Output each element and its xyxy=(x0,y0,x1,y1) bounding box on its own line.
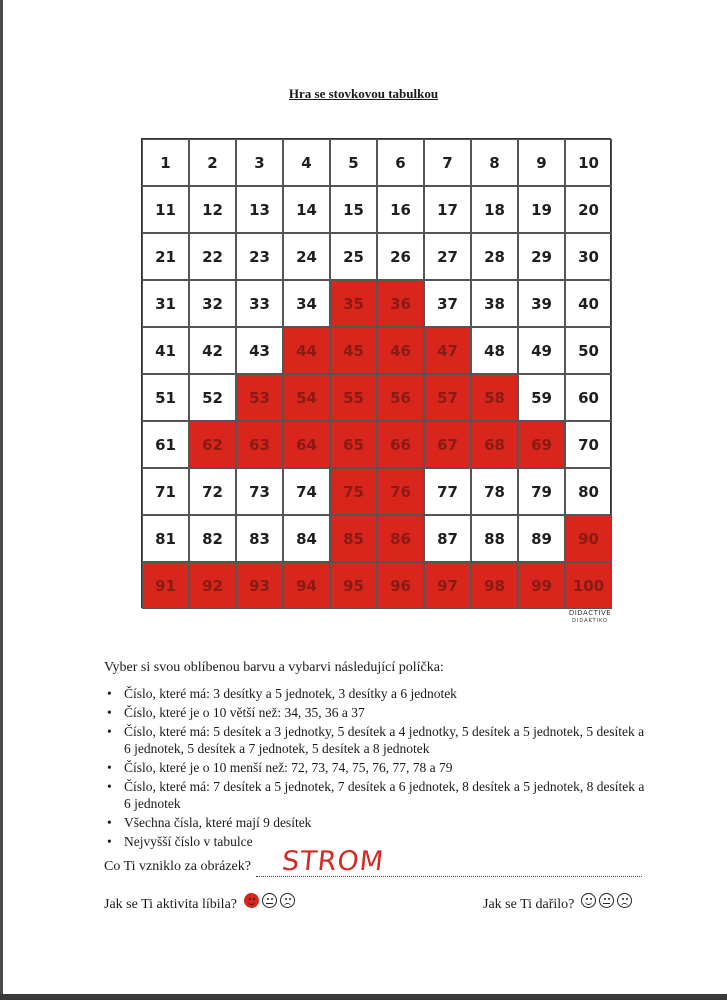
scan-edge-left xyxy=(0,0,3,1000)
grid-cell[interactable]: 27 xyxy=(424,233,471,280)
grid-cell[interactable]: 86 xyxy=(377,515,424,562)
scan-edge-bottom xyxy=(0,994,727,1000)
grid-cell[interactable]: 41 xyxy=(142,327,189,374)
grid-cell[interactable]: 24 xyxy=(283,233,330,280)
grid-cell[interactable]: 34 xyxy=(283,280,330,327)
grid-cell[interactable]: 90 xyxy=(565,515,612,562)
grid-cell[interactable]: 82 xyxy=(189,515,236,562)
grid-cell[interactable]: 60 xyxy=(565,374,612,421)
grid-cell[interactable]: 3 xyxy=(236,139,283,186)
grid-cell[interactable]: 17 xyxy=(424,186,471,233)
grid-cell[interactable]: 16 xyxy=(377,186,424,233)
grid-cell[interactable]: 49 xyxy=(518,327,565,374)
grid-cell[interactable]: 20 xyxy=(565,186,612,233)
task-item: • Nejvyšší číslo v tabulce xyxy=(104,833,649,850)
grid-cell[interactable]: 46 xyxy=(377,327,424,374)
grid-cell[interactable]: 56 xyxy=(377,374,424,421)
grid-cell[interactable]: 44 xyxy=(283,327,330,374)
grid-cell[interactable]: 19 xyxy=(518,186,565,233)
grid-cell[interactable]: 84 xyxy=(283,515,330,562)
grid-cell[interactable]: 32 xyxy=(189,280,236,327)
grid-cell[interactable]: 53 xyxy=(236,374,283,421)
grid-cell[interactable]: 18 xyxy=(471,186,518,233)
grid-cell[interactable]: 48 xyxy=(471,327,518,374)
sad-face-icon[interactable] xyxy=(617,893,632,908)
grid-cell[interactable]: 52 xyxy=(189,374,236,421)
task-item: • Všechna čísla, které mají 9 desítek xyxy=(104,814,649,831)
grid-cell[interactable]: 1 xyxy=(142,139,189,186)
task-item: • Číslo, které je o 10 větší než: 34, 35, 36 a 37 xyxy=(104,704,649,721)
grid-cell[interactable]: 71 xyxy=(142,468,189,515)
grid-cell[interactable]: 92 xyxy=(189,562,236,609)
grid-cell[interactable]: 37 xyxy=(424,280,471,327)
task-item: • Číslo, které má: 5 desítek a 3 jednotky, 5 desítek a 4 jednotky, 5 desítek a 5 jednotek, 5 desítek a 6 jednotek, 5 desítek a 7 jednotek, 5 desítek a 8 jednotek xyxy=(104,723,649,757)
grid-cell[interactable]: 87 xyxy=(424,515,471,562)
grid-cell[interactable]: 33 xyxy=(236,280,283,327)
neutral-face-icon[interactable] xyxy=(262,893,277,908)
grid-cell[interactable]: 11 xyxy=(142,186,189,233)
logo-subtext: DIDAKTIKO xyxy=(572,618,608,624)
grid-cell[interactable]: 95 xyxy=(330,562,377,609)
task-item: • Číslo, které má: 7 desítek a 5 jednotek, 7 desítek a 6 jednotek, 8 desítek a 5 jednotek, 8 desítek a 6 jednotek xyxy=(104,778,649,812)
worksheet-title: Hra se stovkovou tabulkou xyxy=(288,86,439,101)
task-item: • Číslo, které je o 10 menší než: 72, 73, 74, 75, 76, 77, 78 a 79 xyxy=(104,759,649,776)
grid-cell[interactable]: 67 xyxy=(424,421,471,468)
grid-cell[interactable]: 29 xyxy=(518,233,565,280)
happy-face-icon[interactable] xyxy=(581,893,596,908)
logo-name: DIDACTIVE xyxy=(568,609,612,617)
grid-cell[interactable]: 36 xyxy=(377,280,424,327)
grid-cell[interactable]: 23 xyxy=(236,233,283,280)
publisher-logo xyxy=(565,609,615,625)
grid-cell[interactable]: 35 xyxy=(330,280,377,327)
grid-cell[interactable]: 8 xyxy=(471,139,518,186)
grid-cell[interactable]: 68 xyxy=(471,421,518,468)
grid-cell[interactable]: 91 xyxy=(142,562,189,609)
grid-cell[interactable]: 97 xyxy=(424,562,471,609)
picture-question: Co Ti vzniklo za obrázek? xyxy=(104,859,251,874)
grid-cell[interactable]: 15 xyxy=(330,186,377,233)
rating-success-faces xyxy=(581,893,632,908)
grid-cell[interactable]: 76 xyxy=(377,468,424,515)
grid-cell[interactable]: 88 xyxy=(471,515,518,562)
grid-cell[interactable]: 31 xyxy=(142,280,189,327)
grid-cell[interactable]: 9 xyxy=(518,139,565,186)
grid-cell[interactable]: 72 xyxy=(189,468,236,515)
sad-face-icon[interactable] xyxy=(280,893,295,908)
grid-cell[interactable]: 54 xyxy=(283,374,330,421)
rating-activity-label: Jak se Ti aktivita líbila? xyxy=(104,897,237,912)
grid-cell[interactable]: 55 xyxy=(330,374,377,421)
handwritten-answer: STROM xyxy=(280,846,386,877)
grid-cell[interactable]: 6 xyxy=(377,139,424,186)
grid-cell[interactable]: 66 xyxy=(377,421,424,468)
rating-success-label: Jak se Ti dařilo? xyxy=(483,897,575,912)
grid-cell[interactable]: 43 xyxy=(236,327,283,374)
grid-cell[interactable]: 78 xyxy=(471,468,518,515)
grid-cell[interactable]: 2 xyxy=(189,139,236,186)
grid-cell[interactable]: 7 xyxy=(424,139,471,186)
neutral-face-icon[interactable] xyxy=(599,893,614,908)
grid-cell[interactable]: 45 xyxy=(330,327,377,374)
grid-cell[interactable]: 79 xyxy=(518,468,565,515)
grid-cell[interactable]: 26 xyxy=(377,233,424,280)
grid-cell[interactable]: 14 xyxy=(283,186,330,233)
instruction-text: Vyber si svou oblíbenou barvu a vybarvi následující políčka: xyxy=(104,660,444,675)
grid-cell[interactable]: 69 xyxy=(518,421,565,468)
grid-cell[interactable]: 50 xyxy=(565,327,612,374)
grid-cell[interactable]: 57 xyxy=(424,374,471,421)
grid-cell[interactable]: 10 xyxy=(565,139,612,186)
grid-cell[interactable]: 99 xyxy=(518,562,565,609)
grid-cell[interactable]: 22 xyxy=(189,233,236,280)
grid-cell[interactable]: 89 xyxy=(518,515,565,562)
grid-cell[interactable]: 25 xyxy=(330,233,377,280)
grid-cell[interactable]: 96 xyxy=(377,562,424,609)
grid-cell[interactable]: 65 xyxy=(330,421,377,468)
task-item: • Číslo, které má: 3 desítky a 5 jednotek, 3 desítky a 6 jednotek xyxy=(104,685,649,702)
grid-cell[interactable]: 93 xyxy=(236,562,283,609)
grid-cell[interactable]: 30 xyxy=(565,233,612,280)
grid-cell[interactable]: 73 xyxy=(236,468,283,515)
grid-cell[interactable]: 4 xyxy=(283,139,330,186)
grid-cell[interactable]: 70 xyxy=(565,421,612,468)
grid-cell[interactable]: 42 xyxy=(189,327,236,374)
grid-cell[interactable]: 74 xyxy=(283,468,330,515)
happy-face-icon[interactable] xyxy=(244,893,259,908)
grid-cell[interactable]: 62 xyxy=(189,421,236,468)
grid-cell[interactable]: 61 xyxy=(142,421,189,468)
grid-cell[interactable]: 5 xyxy=(330,139,377,186)
grid-cell[interactable]: 98 xyxy=(471,562,518,609)
hundred-chart xyxy=(141,138,611,608)
grid-cell[interactable]: 77 xyxy=(424,468,471,515)
grid-cell[interactable]: 39 xyxy=(518,280,565,327)
grid-cell[interactable]: 63 xyxy=(236,421,283,468)
grid-cell[interactable]: 58 xyxy=(471,374,518,421)
grid-cell[interactable]: 85 xyxy=(330,515,377,562)
grid-cell[interactable]: 51 xyxy=(142,374,189,421)
grid-cell[interactable]: 13 xyxy=(236,186,283,233)
grid-cell[interactable]: 94 xyxy=(283,562,330,609)
grid-cell[interactable]: 38 xyxy=(471,280,518,327)
rating-activity-faces xyxy=(244,893,295,908)
grid-cell[interactable]: 40 xyxy=(565,280,612,327)
grid-cell[interactable]: 28 xyxy=(471,233,518,280)
grid-cell[interactable]: 100 xyxy=(565,562,612,609)
grid-cell[interactable]: 59 xyxy=(518,374,565,421)
grid-cell[interactable]: 80 xyxy=(565,468,612,515)
grid-cell[interactable]: 21 xyxy=(142,233,189,280)
task-list xyxy=(104,685,649,852)
grid-cell[interactable]: 83 xyxy=(236,515,283,562)
grid-cell[interactable]: 47 xyxy=(424,327,471,374)
grid-cell[interactable]: 64 xyxy=(283,421,330,468)
grid-cell[interactable]: 81 xyxy=(142,515,189,562)
grid-cell[interactable]: 12 xyxy=(189,186,236,233)
grid-cell[interactable]: 75 xyxy=(330,468,377,515)
